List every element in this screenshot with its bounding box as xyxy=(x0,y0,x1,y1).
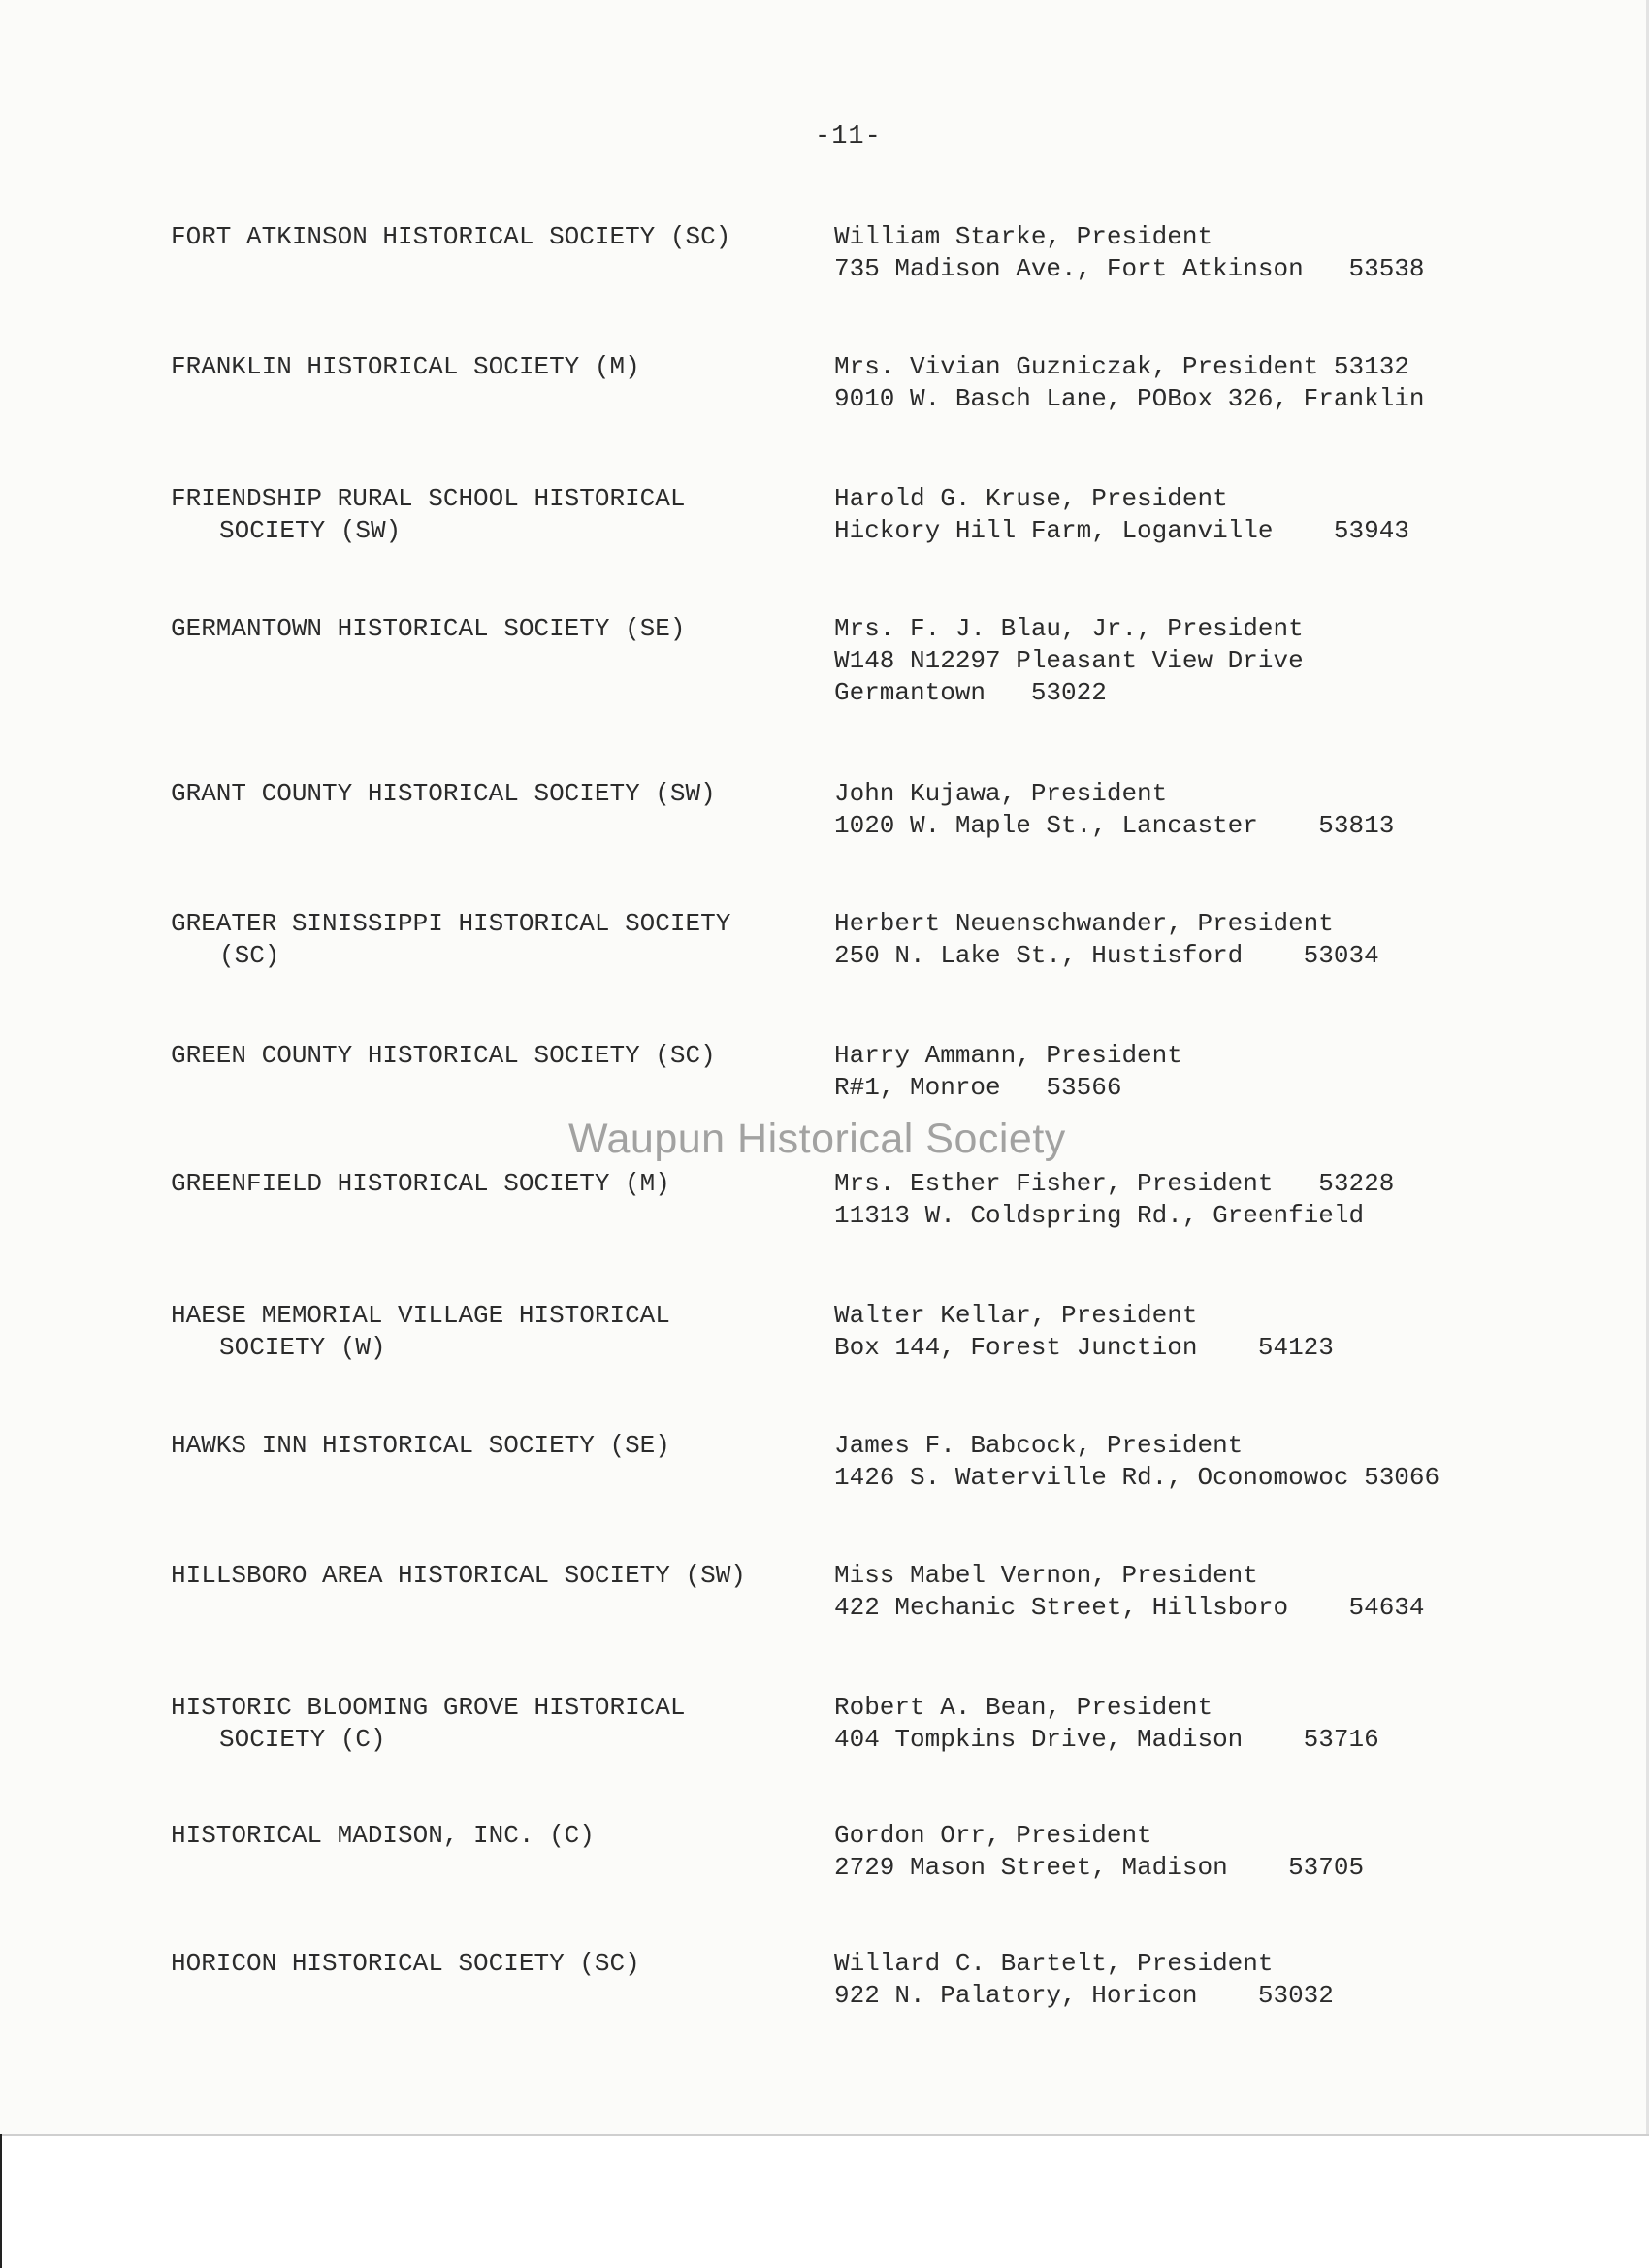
society-name: HAESE MEMORIAL VILLAGE HISTORICAL SOCIETY (W) xyxy=(171,1301,670,1362)
society-name: FRIENDSHIP RURAL SCHOOL HISTORICAL SOCIETY (SW) xyxy=(171,484,686,545)
society-contact: Mrs. Vivian Guzniczak, President 53132 9010 W. Basch Lane, POBox 326, Franklin xyxy=(834,352,1425,413)
society-contact: Harry Ammann, President R#1, Monroe 53566 xyxy=(834,1041,1182,1102)
society-contact: Harold G. Kruse, President Hickory Hill Farm, Loganville 53943 xyxy=(834,484,1409,545)
society-name: HILLSBORO AREA HISTORICAL SOCIETY (SW) xyxy=(171,1561,746,1590)
society-contact: Willard C. Bartelt, President 922 N. Palatory, Horicon 53032 xyxy=(834,1949,1334,2010)
society-contact: Herbert Neuenschwander, President 250 N. Lake St., Hustisford 53034 xyxy=(834,909,1379,970)
society-name: HISTORICAL MADISON, INC. (C) xyxy=(171,1821,595,1850)
society-contact: Mrs. Esther Fisher, President 53228 11313 W. Coldspring Rd., Greenfield xyxy=(834,1169,1395,1230)
society-name: HAWKS INN HISTORICAL SOCIETY (SE) xyxy=(171,1431,670,1460)
society-name: GREENFIELD HISTORICAL SOCIETY (M) xyxy=(171,1169,670,1198)
society-contact: James F. Babcock, President 1426 S. Waterville Rd., Oconomowoc 53066 xyxy=(834,1431,1440,1492)
society-name: FORT ATKINSON HISTORICAL SOCIETY (SC) xyxy=(171,222,731,251)
scan-border xyxy=(0,2134,2,2268)
page-number: -11- xyxy=(815,122,882,151)
watermark: Waupun Historical Society xyxy=(568,1116,1066,1162)
society-contact: William Starke, President 735 Madison Ave., Fort Atkinson 53538 xyxy=(834,222,1425,283)
society-name: GREEN COUNTY HISTORICAL SOCIETY (SC) xyxy=(171,1041,716,1070)
society-name: HORICON HISTORICAL SOCIETY (SC) xyxy=(171,1949,640,1978)
society-contact: Miss Mabel Vernon, President 422 Mechanic Street, Hillsboro 54634 xyxy=(834,1561,1425,1622)
society-name: GRANT COUNTY HISTORICAL SOCIETY (SW) xyxy=(171,779,716,808)
society-name: GERMANTOWN HISTORICAL SOCIETY (SE) xyxy=(171,614,686,643)
society-contact: Mrs. F. J. Blau, Jr., President W148 N12297 Pleasant View Drive Germantown 53022 xyxy=(834,614,1304,707)
society-name: HISTORIC BLOOMING GROVE HISTORICAL SOCIETY (C) xyxy=(171,1693,686,1754)
society-contact: Gordon Orr, President 2729 Mason Street, Madison 53705 xyxy=(834,1821,1365,1882)
society-contact: Walter Kellar, President Box 144, Forest Junction 54123 xyxy=(834,1301,1334,1362)
society-name: GREATER SINISSIPPI HISTORICAL SOCIETY (SC) xyxy=(171,909,731,970)
society-name: FRANKLIN HISTORICAL SOCIETY (M) xyxy=(171,352,640,381)
society-contact: Robert A. Bean, President 404 Tompkins Drive, Madison 53716 xyxy=(834,1693,1379,1754)
society-contact: John Kujawa, President 1020 W. Maple St., Lancaster 53813 xyxy=(834,779,1395,840)
